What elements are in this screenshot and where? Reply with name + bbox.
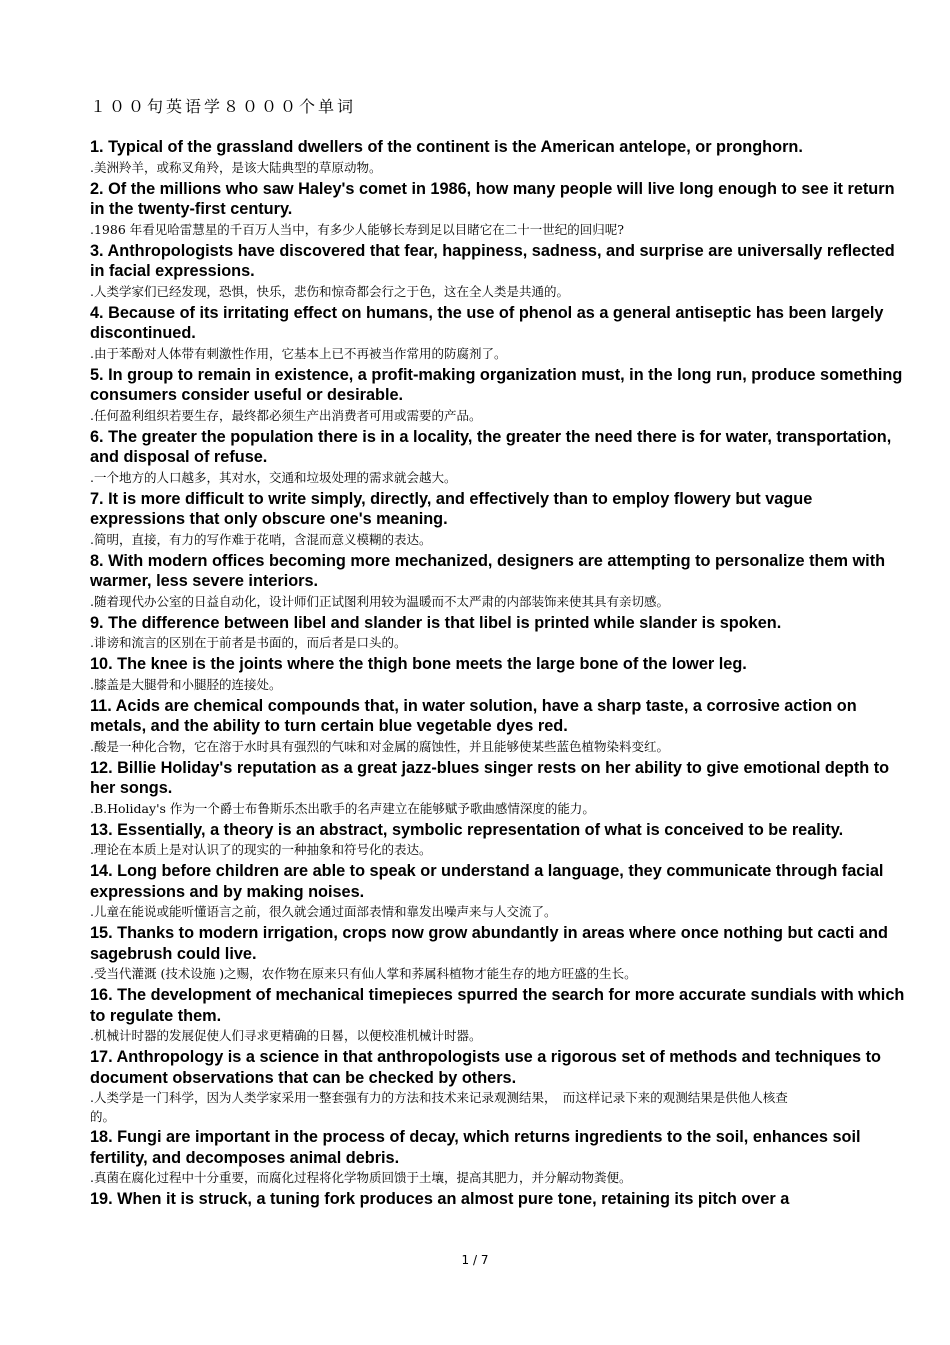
- chinese-translation: .儿童在能说或能听懂语言之前，很久就会通过面部表情和靠发出噪声来与人交流了。: [90, 904, 557, 919]
- chinese-translation: .人类学家们已经发现，恐惧，快乐，悲伤和惊奇都会行之于色，这在全人类是共通的。: [90, 283, 569, 299]
- english-sentence: 16. The development of mechanical timepieces spurred the search for more accurate sundials with which to regulate them.: [90, 986, 905, 1025]
- list-item: [90, 1127, 905, 1188]
- chinese-translation: .美洲羚羊，或称叉角羚，是该大陆典型的草原动物。: [90, 159, 382, 175]
- chinese-translation: .B.Holiday's 作为一个爵士布鲁斯乐杰出歌手的名声建立在能够赋予歌曲感情深度的能力。: [90, 800, 595, 816]
- document-title: １００句英语学８０００个单词: [90, 97, 357, 116]
- chinese-translation: .机械计时器的发展促使人们寻求更精确的日晷，以便校准机械计时器。: [90, 1028, 482, 1043]
- chinese-translation: .随着现代办公室的日益自动化，设计师们正试图利用较为温暖而不太严肃的内部装饰来使其具有亲切感。: [90, 593, 669, 609]
- english-sentence: 10. The knee is the joints where the thigh bone meets the large bone of the lower leg.: [90, 655, 747, 673]
- list-item: [90, 758, 905, 819]
- chinese-translation: .理论在本质上是对认识了的现实的一种抽象和符号化的表达。: [90, 842, 432, 857]
- chinese-translation: .酸是一种化合物，它在溶于水时具有强烈的气味和对金属的腐蚀性，并且能够使某些蓝色植物染料变红。: [90, 738, 669, 754]
- english-sentence: 8. With modern offices becoming more mechanized, designers are attempting to personalize them with warmer, less severe interiors.: [90, 551, 886, 590]
- english-sentence: 17. Anthropology is a science in that anthropologists use a rigorous set of methods and techniques to document observations that can be checked by others.: [90, 1048, 881, 1087]
- chinese-translation: .一个地方的人口越多，其对水，交通和垃圾处理的需求就会越大。: [90, 469, 457, 485]
- english-sentence: 6. The greater the population there is in a locality, the greater the need there is for water, transportation, and disposal of refuse.: [90, 427, 892, 466]
- english-sentence: 14. Long before children are able to speak or understand a language, they communicate through facial expressions and by making noises.: [90, 862, 884, 901]
- page-number: 1 / 7: [461, 1253, 489, 1267]
- chinese-translation: .1986 年看见哈雷慧星的千百万人当中，有多少人能够长寿到足以目睹它在二十一世纪的回归呢?: [90, 221, 624, 237]
- list-item: [90, 365, 905, 426]
- list-item: [90, 489, 905, 550]
- chinese-translation: .真菌在腐化过程中十分重要，而腐化过程将化学物质回馈于土壤，提高其肥力，并分解动物粪便。: [90, 1170, 632, 1185]
- english-sentence: 2. Of the millions who saw Haley's comet in 1986, how many people will live long enough to see it return in the twenty-first century.: [90, 179, 895, 218]
- english-sentence: 7. It is more difficult to write simply, directly, and effectively than to employ flowery but vague expressions that only obscure one's meaning.: [90, 489, 813, 528]
- list-item: [90, 303, 905, 364]
- chinese-translation: .由于苯酚对人体带有刺激性作用，它基本上已不再被当作常用的防腐剂了。: [90, 345, 507, 361]
- list-item: [90, 427, 905, 488]
- english-sentence: 1. Typical of the grassland dwellers of the continent is the American antelope, or pronghorn.: [90, 138, 803, 156]
- chinese-translation: .简明，直接，有力的写作难于花哨，含混而意义模糊的表达。: [90, 531, 432, 547]
- english-sentence: 15. Thanks to modern irrigation, crops now grow abundantly in areas where once nothing but cacti and sagebrush could live.: [90, 924, 888, 963]
- english-sentence: 11. Acids are chemical compounds that, in water solution, have a sharp taste, a corrosive action on metals, and the ability to turn certain blue vegetable dyes red.: [90, 696, 857, 735]
- chinese-translation: .受当代灌溉 (技术设施 )之赐，农作物在原来只有仙人掌和荞属科植物才能生存的地方旺盛的生长。: [90, 966, 637, 981]
- chinese-translation: .诽谤和流言的区别在于前者是书面的，而后者是口头的。: [90, 635, 407, 650]
- list-item: [90, 654, 905, 695]
- list-item: [90, 1189, 905, 1210]
- list-item: [90, 985, 905, 1046]
- list-item: [90, 137, 905, 178]
- list-item: [90, 820, 905, 861]
- english-sentence: 12. Billie Holiday's reputation as a great jazz-blues singer rests on her ability to give emotional depth to her songs.: [90, 758, 890, 797]
- list-item: [90, 1047, 905, 1126]
- list-item: [90, 241, 905, 302]
- english-sentence: 5. In group to remain in existence, a profit-making organization must, in the long run, produce something consumers consider useful or desirable.: [90, 365, 903, 404]
- chinese-translation: .任何盈利组织若要生存，最终都必须生产出消费者可用或需要的产品。: [90, 407, 482, 423]
- list-item: [90, 613, 905, 654]
- english-sentence: 3. Anthropologists have discovered that fear, happiness, sadness, and surprise are universally reflected in facial expressions.: [90, 241, 895, 280]
- list-item: [90, 861, 905, 922]
- list-item: [90, 923, 905, 984]
- english-sentence: 4. Because of its irritating effect on humans, the use of phenol as a general antiseptic has been largely discontinued.: [90, 303, 884, 342]
- english-sentence: 19. When it is struck, a tuning fork produces an almost pure tone, retaining its pitch over a: [90, 1190, 790, 1208]
- english-sentence: 9. The difference between libel and slander is that libel is printed while slander is spoken.: [90, 613, 782, 632]
- list-item: [90, 696, 905, 757]
- list-item: [90, 551, 905, 612]
- sentence-list: [90, 137, 905, 1210]
- chinese-translation: .膝盖是大腿骨和小腿胫的连接处。: [90, 676, 282, 692]
- english-sentence: 18. Fungi are important in the process of decay, which returns ingredients to the soil, enhances soil fertility, and decomposes animal debris.: [90, 1128, 861, 1167]
- chinese-translation: .人类学是一门科学，因为人类学家采用一整套强有力的方法和技术来记录观测结果， 而这样记录下来的观测结果是供他人核查的。: [90, 1090, 788, 1124]
- list-item: [90, 179, 905, 240]
- english-sentence: 13. Essentially, a theory is an abstract, symbolic representation of what is conceived to be reality.: [90, 820, 844, 839]
